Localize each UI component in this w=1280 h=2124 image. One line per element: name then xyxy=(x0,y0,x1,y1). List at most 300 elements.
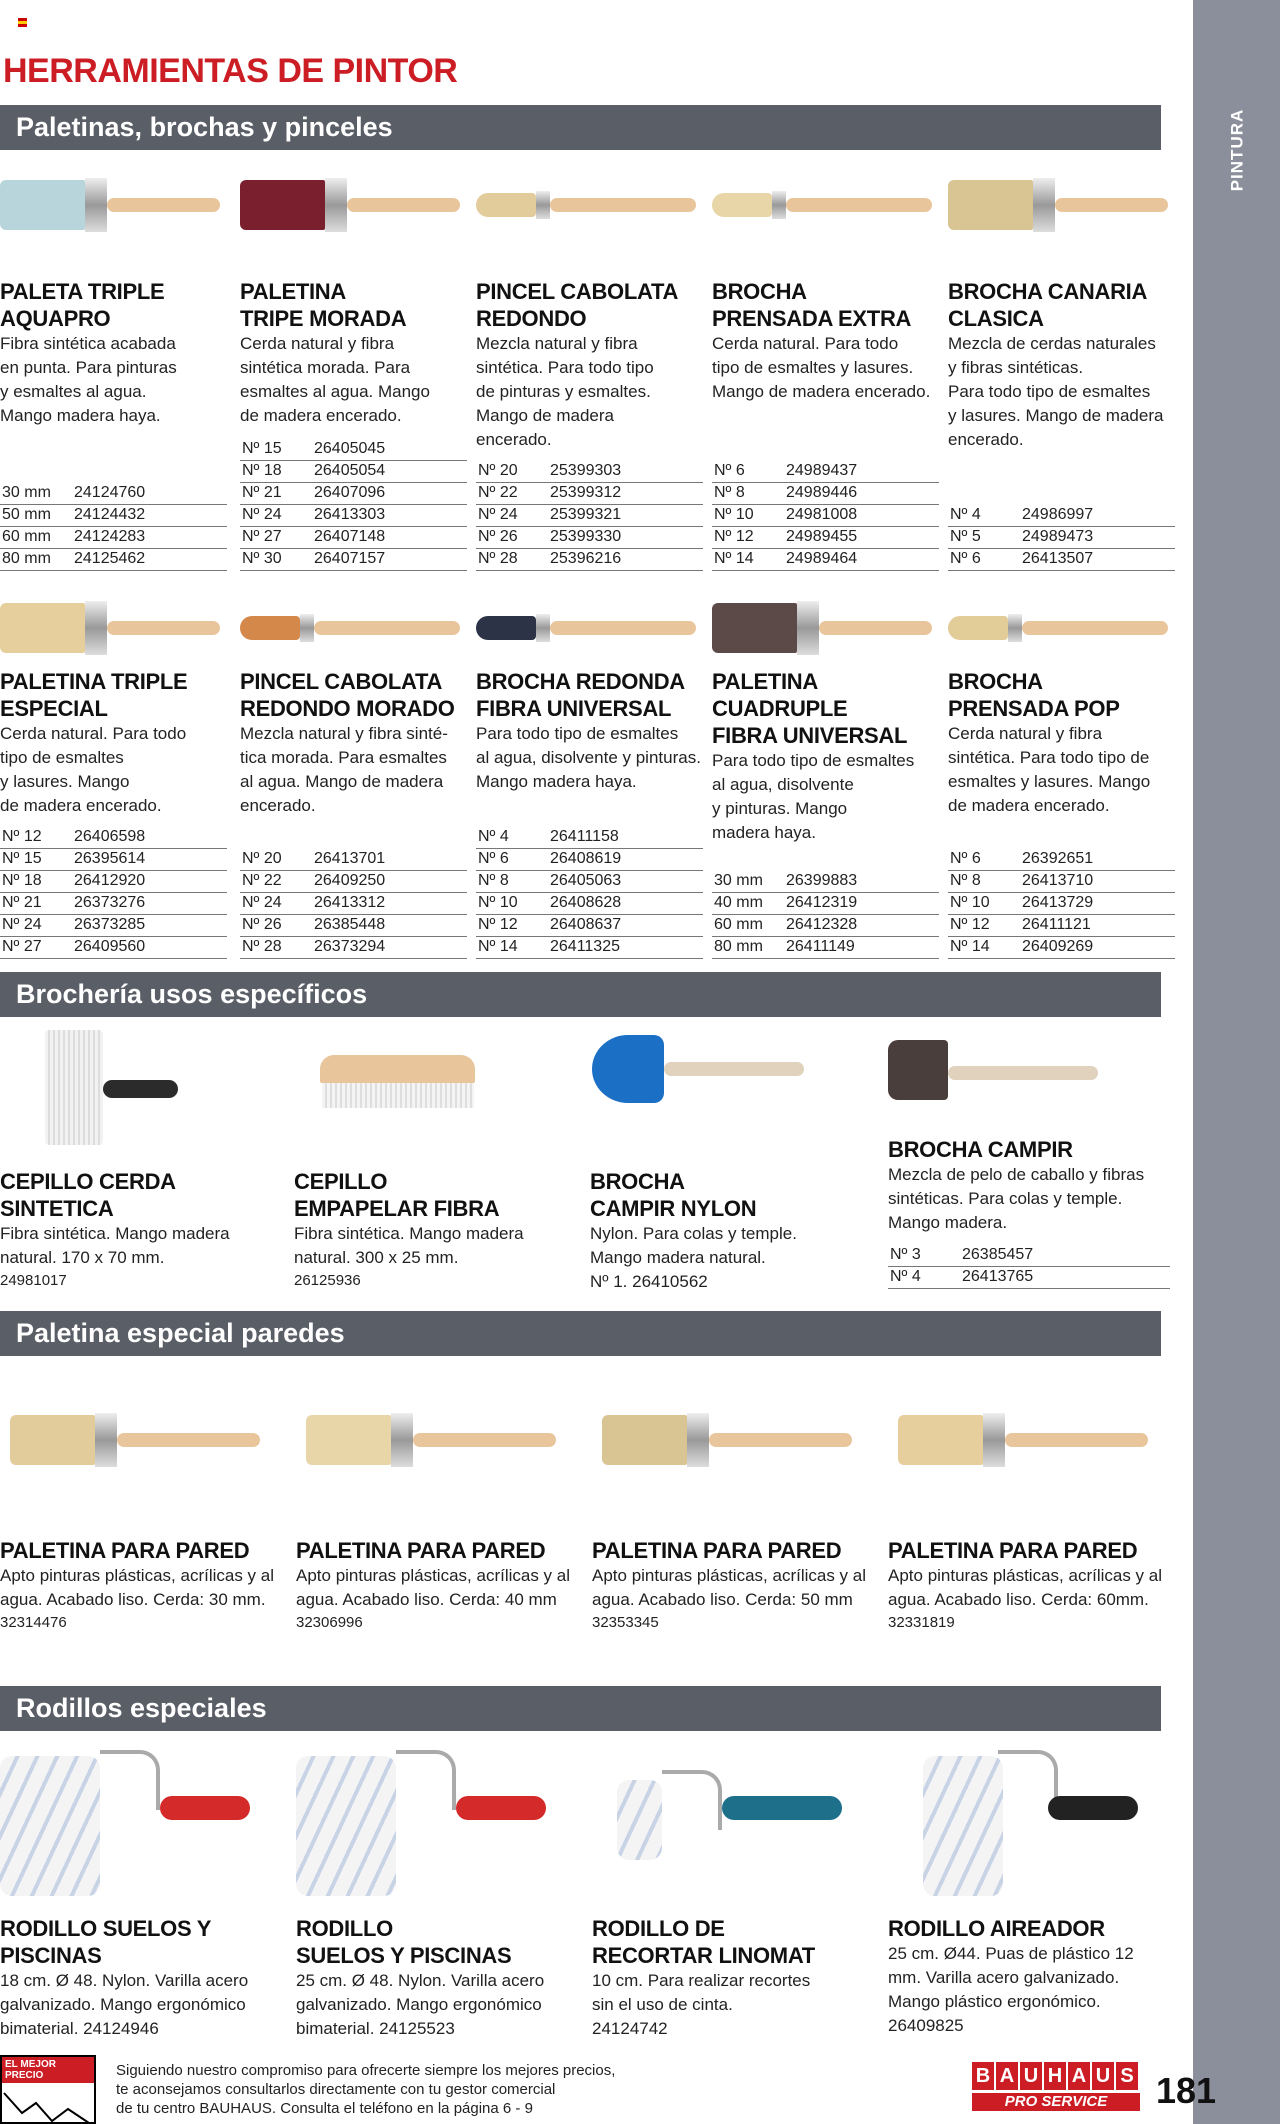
size-label: Nº 24 xyxy=(0,914,72,936)
brush-illustration xyxy=(476,165,696,245)
brush-illustration xyxy=(898,1400,1148,1480)
logo-letter: U xyxy=(1020,2062,1042,2090)
brush-bristles xyxy=(306,1415,391,1465)
size-label: Nº 22 xyxy=(476,482,548,504)
reference-table xyxy=(240,848,467,959)
product-name: PALETA TRIPLE AQUAPRO xyxy=(0,279,165,331)
product-description: Apto pinturas plásticas, acrílicas y al agua. Acabado liso. Cerda: 40 mm xyxy=(296,1566,571,1609)
brush-handle xyxy=(786,198,932,212)
reference-row xyxy=(476,826,703,848)
reference-row xyxy=(240,526,467,548)
size-label: Nº 14 xyxy=(712,548,784,570)
reference-row xyxy=(476,848,703,870)
best-price-badge xyxy=(0,2055,96,2124)
brush-handle xyxy=(107,198,220,212)
size-label: Nº 6 xyxy=(948,548,1020,570)
product-description: Fibra sintética acabada en punta. Para pinturas y esmaltes al agua. Mango madera haya. xyxy=(0,334,177,425)
size-label: Nº 20 xyxy=(476,460,548,482)
size-label: 80 mm xyxy=(712,936,784,958)
article-number: 26408619 xyxy=(548,848,703,870)
product-description: Mezcla de cerdas naturales y fibras sintéticas. Para todo tipo de esmaltes y lasures. Mango de madera encerado. xyxy=(948,334,1164,449)
brush-handle xyxy=(314,621,460,635)
brush-handle xyxy=(664,1062,804,1076)
size-label: Nº 27 xyxy=(240,526,312,548)
brush-ferrule xyxy=(300,614,314,642)
article-number: 26392651 xyxy=(1020,848,1175,870)
reference-table xyxy=(948,848,1175,959)
roller-sleeve xyxy=(296,1756,396,1896)
product-card xyxy=(240,668,475,818)
reference-row xyxy=(240,892,467,914)
reference-row xyxy=(0,848,227,870)
brush-handle xyxy=(117,1433,260,1447)
reference-row xyxy=(476,482,703,504)
size-label: Nº 8 xyxy=(476,870,548,892)
product-card xyxy=(888,1136,1178,1235)
product-description: 18 cm. Ø 48. Nylon. Varilla acero galvanizado. Mango ergonómico bimaterial. 24124946 xyxy=(0,1971,249,2038)
brush-bristles xyxy=(476,193,536,217)
article-number: 26413303 xyxy=(312,504,467,526)
size-label: Nº 6 xyxy=(712,460,784,482)
article-number: 26409269 xyxy=(1020,936,1175,958)
brush-bristles xyxy=(592,1035,664,1103)
article-number: 25399330 xyxy=(548,526,703,548)
article-number: 26412328 xyxy=(784,914,939,936)
reference-row xyxy=(948,848,1175,870)
logo-letter: A xyxy=(996,2062,1018,2090)
article-number: 24989455 xyxy=(784,526,939,548)
brush-handle xyxy=(550,198,696,212)
reference-row xyxy=(476,526,703,548)
brush-handle xyxy=(347,198,460,212)
reference-row xyxy=(240,870,467,892)
roller-sleeve xyxy=(617,1780,662,1860)
article-number: 24989473 xyxy=(1020,526,1175,548)
product-description: Mezcla natural y fibra sinté- tica morada. Para esmaltes al agua. Mango de madera encerado. xyxy=(240,724,448,815)
size-label: Nº 14 xyxy=(948,936,1020,958)
product-card xyxy=(948,668,1183,818)
article-number: 26407157 xyxy=(312,548,467,570)
article-number: 26373276 xyxy=(72,892,227,914)
badge-label: EL MEJOR PRECIO xyxy=(2,2057,94,2083)
size-label: Nº 10 xyxy=(476,892,548,914)
size-label: Nº 26 xyxy=(240,914,312,936)
size-label: Nº 3 xyxy=(888,1244,960,1266)
article-number: 26413765 xyxy=(960,1266,1170,1288)
logo-letter: A xyxy=(1068,2062,1090,2090)
product-name: PALETINA PARA PARED xyxy=(592,1538,842,1563)
product-reference: 32331819 xyxy=(888,1614,955,1631)
size-label: Nº 24 xyxy=(240,504,312,526)
article-number: 26413729 xyxy=(1020,892,1175,914)
reference-table xyxy=(240,438,467,571)
reference-table xyxy=(476,460,703,571)
product-card xyxy=(712,668,947,845)
product-card xyxy=(476,278,711,452)
product-card xyxy=(0,668,235,818)
article-number: 26413710 xyxy=(1020,870,1175,892)
section-header: Brochería usos específicos xyxy=(0,972,1161,1017)
brush-handle xyxy=(1005,1433,1148,1447)
brush-bristles xyxy=(712,193,772,217)
roller-frame xyxy=(100,1750,160,1810)
product-name: RODILLO DE RECORTAR LINOMAT xyxy=(592,1916,815,1968)
logo-letter: B xyxy=(972,2062,994,2090)
article-number: 25399312 xyxy=(548,482,703,504)
bauhaus-logo xyxy=(972,2062,1140,2112)
product-card xyxy=(0,278,235,428)
roller-sleeve xyxy=(923,1756,1003,1896)
product-card xyxy=(296,1537,586,1634)
article-number: 26408628 xyxy=(548,892,703,914)
product-name: RODILLO AIREADOR xyxy=(888,1916,1105,1941)
brush-ferrule xyxy=(1008,614,1022,642)
article-number: 26385448 xyxy=(312,914,467,936)
product-description: Fibra sintética. Mango madera natural. 170 x 70 mm. xyxy=(0,1224,230,1267)
size-label: Nº 18 xyxy=(240,460,312,482)
reference-row xyxy=(0,548,227,570)
size-label: 60 mm xyxy=(712,914,784,936)
brush-handle xyxy=(819,621,932,635)
reference-row xyxy=(0,870,227,892)
brush-illustration xyxy=(948,588,1168,668)
product-card xyxy=(240,278,475,428)
brush-bristles xyxy=(948,616,1008,640)
article-number: 26409250 xyxy=(312,870,467,892)
article-number: 24986997 xyxy=(1020,504,1175,526)
brush-illustration xyxy=(306,1400,556,1480)
brush-illustration xyxy=(712,165,932,245)
article-number: 26407096 xyxy=(312,482,467,504)
reference-row xyxy=(476,892,703,914)
brush-ferrule xyxy=(772,191,786,219)
brush-bristles xyxy=(948,180,1033,230)
brush-illustration xyxy=(10,1400,260,1480)
reference-table xyxy=(712,870,939,959)
brush-bristles xyxy=(476,616,536,640)
brush-handle xyxy=(550,621,696,635)
product-card xyxy=(888,1915,1183,2038)
article-number: 26413701 xyxy=(312,848,467,870)
reference-row xyxy=(712,936,939,958)
size-label: Nº 8 xyxy=(948,870,1020,892)
brush-illustration xyxy=(45,1030,103,1145)
brush-ferrule xyxy=(95,1413,117,1467)
section-header: Rodillos especiales xyxy=(0,1686,1161,1731)
size-label: Nº 22 xyxy=(240,870,312,892)
product-name: PALETINA CUADRUPLE FIBRA UNIVERSAL xyxy=(712,669,908,748)
reference-table xyxy=(888,1244,1170,1289)
size-label: 40 mm xyxy=(712,892,784,914)
reference-row xyxy=(0,826,227,848)
chapter-label: PINTURA xyxy=(1227,108,1246,192)
article-number: 26408637 xyxy=(548,914,703,936)
product-name: PALETINA TRIPE MORADA xyxy=(240,279,407,331)
brush-bristles xyxy=(10,1415,95,1465)
roller-handle xyxy=(1048,1796,1138,1820)
reference-row xyxy=(712,460,939,482)
reference-row xyxy=(712,482,939,504)
size-label: Nº 30 xyxy=(240,548,312,570)
article-number: 26411121 xyxy=(1020,914,1175,936)
brush-bristles xyxy=(240,616,300,640)
product-card xyxy=(592,1915,887,2041)
product-card xyxy=(0,1915,295,2041)
article-number: 26407148 xyxy=(312,526,467,548)
brush-handle xyxy=(1022,621,1168,635)
article-number: 26405045 xyxy=(312,438,467,460)
product-name: PINCEL CABOLATA REDONDO xyxy=(476,279,679,331)
product-description: Apto pinturas plásticas, acrílicas y al agua. Acabado liso. Cerda: 30 mm. xyxy=(0,1566,275,1609)
size-label: Nº 10 xyxy=(948,892,1020,914)
brush-ferrule xyxy=(797,601,819,655)
reference-row xyxy=(948,936,1175,958)
section-header: Paletinas, brochas y pinceles xyxy=(0,105,1161,150)
article-number: 26399883 xyxy=(784,870,939,892)
product-description: Nylon. Para colas y temple. Mango madera natural. Nº 1. 26410562 xyxy=(590,1224,797,1291)
flag-icon xyxy=(18,18,27,27)
brush-illustration xyxy=(712,588,932,668)
product-card xyxy=(0,1168,290,1292)
product-card xyxy=(948,278,1183,452)
footer-note: Siguiendo nuestro compromiso para ofrecerte siempre los mejores precios, te aconsejamos consultarlos directamente con tu gestor comercial de tu centro BAUHAUS. Consulta el teléfono en la página 6 - 9 xyxy=(116,2062,616,2117)
reference-row xyxy=(948,526,1175,548)
reference-row xyxy=(0,936,227,958)
size-label: Nº 6 xyxy=(476,848,548,870)
page-title: HERRAMIENTAS DE PINTOR xyxy=(3,52,458,90)
brush-illustration xyxy=(240,165,460,245)
reference-row xyxy=(712,870,939,892)
article-number: 26411149 xyxy=(784,936,939,958)
brush-illustration xyxy=(476,588,696,668)
reference-row xyxy=(240,504,467,526)
product-card xyxy=(590,1168,880,1294)
article-number: 24125462 xyxy=(72,548,227,570)
product-name: RODILLO SUELOS Y PISCINAS xyxy=(0,1916,211,1968)
article-number: 26406598 xyxy=(72,826,227,848)
product-description: Apto pinturas plásticas, acrílicas y al agua. Acabado liso. Cerda: 60mm. xyxy=(888,1566,1163,1609)
reference-row xyxy=(240,848,467,870)
product-card xyxy=(0,1537,290,1634)
product-name: CEPILLO CERDA SINTETICA xyxy=(0,1169,176,1221)
brush-illustration xyxy=(320,1055,475,1083)
reference-table xyxy=(712,460,939,571)
reference-row xyxy=(712,504,939,526)
reference-row xyxy=(948,914,1175,936)
size-label: Nº 26 xyxy=(476,526,548,548)
price-chart-icon xyxy=(2,2083,94,2124)
brush-bristles xyxy=(602,1415,687,1465)
brush-handle xyxy=(413,1433,556,1447)
logo-letter: H xyxy=(1044,2062,1066,2090)
product-card xyxy=(476,668,711,794)
article-number: 26385457 xyxy=(960,1244,1170,1266)
section-header: Paletina especial paredes xyxy=(0,1311,1161,1356)
product-card xyxy=(712,278,947,404)
size-label: Nº 21 xyxy=(240,482,312,504)
article-number: 26412319 xyxy=(784,892,939,914)
reference-row xyxy=(712,548,939,570)
product-description: Apto pinturas plásticas, acrílicas y al agua. Acabado liso. Cerda: 50 mm xyxy=(592,1566,867,1609)
article-number: 24124432 xyxy=(72,504,227,526)
brush-handle xyxy=(948,1066,1098,1080)
size-label: Nº 8 xyxy=(712,482,784,504)
brush-handle xyxy=(709,1433,852,1447)
reference-row xyxy=(0,504,227,526)
product-name: PALETINA TRIPLE ESPECIAL xyxy=(0,669,188,721)
reference-row xyxy=(240,438,467,460)
article-number: 24989446 xyxy=(784,482,939,504)
logo-subtitle: PRO SERVICE xyxy=(972,2093,1140,2111)
size-label: 30 mm xyxy=(0,482,72,504)
reference-row xyxy=(240,482,467,504)
brush-illustration xyxy=(602,1400,852,1480)
product-name: BROCHA CANARIA CLASICA xyxy=(948,279,1148,331)
logo-letter: U xyxy=(1092,2062,1114,2090)
product-card xyxy=(296,1915,591,2041)
brush-bristles xyxy=(898,1415,983,1465)
brush-handle xyxy=(1055,198,1168,212)
product-reference: 32353345 xyxy=(592,1614,659,1631)
product-description: 25 cm. Ø44. Puas de plástico 12 mm. Varilla acero galvanizado. Mango plástico ergonómico. 26409825 xyxy=(888,1944,1134,2035)
brush-bristles xyxy=(240,180,325,230)
size-label: Nº 24 xyxy=(476,504,548,526)
brush-bristles xyxy=(888,1040,948,1100)
brush-ferrule xyxy=(391,1413,413,1467)
product-description: Cerda natural. Para todo tipo de esmaltes y lasures. Mango de madera encerado. xyxy=(0,724,187,815)
product-description: Mezcla de pelo de caballo y fibras sintéticas. Para colas y temple. Mango madera. xyxy=(888,1165,1145,1232)
reference-row xyxy=(948,892,1175,914)
reference-row xyxy=(240,548,467,570)
brush-ferrule xyxy=(983,1413,1005,1467)
reference-row xyxy=(476,548,703,570)
product-reference: 26125936 xyxy=(294,1272,361,1289)
reference-row xyxy=(948,504,1175,526)
article-number: 26412920 xyxy=(72,870,227,892)
brush-illustration xyxy=(0,588,220,668)
reference-row xyxy=(0,892,227,914)
article-number: 26373285 xyxy=(72,914,227,936)
roller-handle xyxy=(456,1796,546,1820)
reference-row xyxy=(0,526,227,548)
product-reference: 24981017 xyxy=(0,1272,67,1289)
product-reference: 32306996 xyxy=(296,1614,363,1631)
brush-bristles xyxy=(712,603,797,653)
product-description: Para todo tipo de esmaltes al agua, disolvente y pinturas. Mango madera haya. xyxy=(712,751,915,842)
reference-row xyxy=(240,936,467,958)
product-description: Fibra sintética. Mango madera natural. 300 x 25 mm. xyxy=(294,1224,524,1267)
reference-row xyxy=(888,1244,1170,1266)
chapter-sidebar xyxy=(1193,0,1280,2124)
reference-row xyxy=(888,1266,1170,1288)
size-label: 60 mm xyxy=(0,526,72,548)
size-label: Nº 12 xyxy=(712,526,784,548)
roller-frame xyxy=(396,1750,456,1810)
size-label: Nº 21 xyxy=(0,892,72,914)
article-number: 24124760 xyxy=(72,482,227,504)
product-name: BROCHA CAMPIR xyxy=(888,1137,1073,1162)
reference-row xyxy=(712,526,939,548)
roller-handle xyxy=(722,1796,842,1820)
size-label: Nº 12 xyxy=(0,826,72,848)
product-description: Cerda natural y fibra sintética morada. Para esmaltes al agua. Mango de madera encerado. xyxy=(240,334,430,425)
size-label: 80 mm xyxy=(0,548,72,570)
size-label: Nº 28 xyxy=(240,936,312,958)
brush-ferrule xyxy=(85,601,107,655)
size-label: Nº 4 xyxy=(948,504,1020,526)
size-label: Nº 6 xyxy=(948,848,1020,870)
size-label: Nº 12 xyxy=(948,914,1020,936)
article-number: 26411158 xyxy=(548,826,703,848)
product-name: CEPILLO EMPAPELAR FIBRA xyxy=(294,1169,500,1221)
brush-bristles xyxy=(0,603,85,653)
size-label: 30 mm xyxy=(712,870,784,892)
product-name: BROCHA PRENSADA EXTRA xyxy=(712,279,912,331)
product-description: 10 cm. Para realizar recortes sin el uso de cinta. 24124742 xyxy=(592,1971,811,2038)
product-card xyxy=(592,1537,882,1634)
article-number: 26405063 xyxy=(548,870,703,892)
reference-row xyxy=(712,914,939,936)
product-name: PALETINA PARA PARED xyxy=(296,1538,546,1563)
article-number: 25399303 xyxy=(548,460,703,482)
size-label: Nº 28 xyxy=(476,548,548,570)
product-name: PINCEL CABOLATA REDONDO MORADO xyxy=(240,669,455,721)
reference-row xyxy=(0,914,227,936)
article-number: 26395614 xyxy=(72,848,227,870)
size-label: Nº 4 xyxy=(888,1266,960,1288)
product-name: BROCHA CAMPIR NYLON xyxy=(590,1169,757,1221)
size-label: Nº 10 xyxy=(712,504,784,526)
brush-ferrule xyxy=(1033,178,1055,232)
brush-ferrule xyxy=(536,614,550,642)
brush-illustration xyxy=(948,165,1168,245)
article-number: 26373294 xyxy=(312,936,467,958)
reference-row xyxy=(476,914,703,936)
article-number: 24989437 xyxy=(784,460,939,482)
size-label: Nº 24 xyxy=(240,892,312,914)
logo-letter: S xyxy=(1116,2062,1138,2090)
product-description: Cerda natural y fibra sintética. Para todo tipo de esmaltes y lasures. Mango de madera encerado. xyxy=(948,724,1151,815)
reference-row xyxy=(240,460,467,482)
brush-illustration xyxy=(0,165,220,245)
reference-row xyxy=(476,504,703,526)
reference-row xyxy=(0,482,227,504)
product-name: PALETINA PARA PARED xyxy=(0,1538,250,1563)
size-label: Nº 15 xyxy=(240,438,312,460)
size-label: Nº 4 xyxy=(476,826,548,848)
reference-table xyxy=(0,482,227,571)
article-number: 26405054 xyxy=(312,460,467,482)
brush-ferrule xyxy=(687,1413,709,1467)
article-number: 26411325 xyxy=(548,936,703,958)
product-card xyxy=(888,1537,1178,1634)
product-description: Mezcla natural y fibra sintética. Para todo tipo de pinturas y esmaltes. Mango de madera encerado. xyxy=(476,334,654,449)
brush-ferrule xyxy=(85,178,107,232)
brush-handle xyxy=(103,1080,178,1098)
roller-sleeve xyxy=(0,1756,100,1896)
article-number: 25399321 xyxy=(548,504,703,526)
size-label: 50 mm xyxy=(0,504,72,526)
product-card xyxy=(294,1168,584,1292)
product-name: RODILLO SUELOS Y PISCINAS xyxy=(296,1916,512,1968)
reference-table xyxy=(476,826,703,959)
product-name: BROCHA PRENSADA POP xyxy=(948,669,1120,721)
size-label: Nº 15 xyxy=(0,848,72,870)
article-number: 24124283 xyxy=(72,526,227,548)
size-label: Nº 20 xyxy=(240,848,312,870)
article-number: 26413507 xyxy=(1020,548,1175,570)
roller-handle xyxy=(160,1796,250,1820)
